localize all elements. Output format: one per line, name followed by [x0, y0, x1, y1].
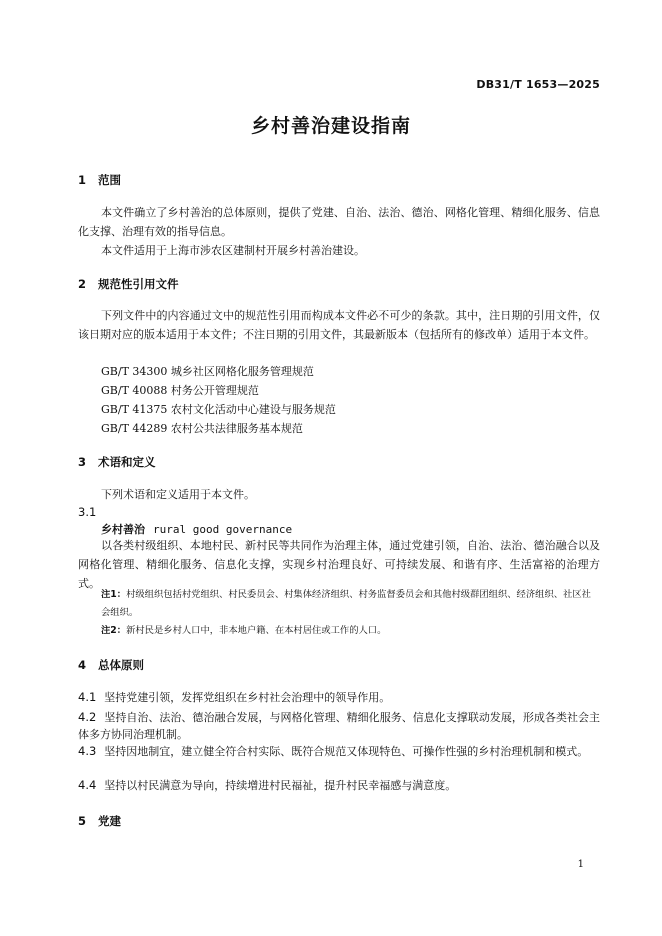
- principle-item: [78, 689, 600, 706]
- section-2-heading: [78, 276, 179, 292]
- note-1: [101, 586, 600, 622]
- note-label: 注1：: [101, 589, 127, 600]
- section-3-heading: [78, 454, 156, 470]
- section-title: 范围: [98, 173, 121, 187]
- principle-number: 4.4: [78, 778, 97, 792]
- references-intro-paragraph: 下列文件中的内容通过文中的规范性引用而构成本文件必不可少的条款。其中，注日期的引用文件，仅该日期对应的版本适用于本文件；不注日期的引用文件，其最新版本（包括所有的修改单）适用于本文件。: [78, 309, 600, 341]
- applicability-paragraph: 本文件适用于上海市涉农区建制村开展乡村善治建设。: [101, 244, 365, 257]
- clause-number: 3.1: [78, 505, 97, 519]
- term-entry: [101, 521, 292, 537]
- principle-item: [78, 709, 600, 743]
- scope-paragraph: 本文件确立了乡村善治的总体原则，提供了党建、自治、法治、德治、网格化管理、精细化服务、信息化支撑、治理有效的指导信息。: [78, 206, 600, 238]
- section-number: 2: [78, 277, 87, 291]
- page-number: 1: [577, 859, 584, 870]
- principle-item: [78, 743, 600, 760]
- principle-text: 坚持因地制宜，建立健全符合村实际、既符合规范又体现特色、可操作性强的乡村治理机制和模式。: [104, 745, 589, 758]
- section-title: 术语和定义: [98, 455, 156, 469]
- section-1-heading: [78, 172, 121, 188]
- reference-item: GB/T 41375 农村文化活动中心建设与服务规范: [101, 403, 336, 416]
- principle-text: 坚持以村民满意为导向，持续增进村民福祉，提升村民幸福感与满意度。: [104, 779, 457, 792]
- document-title: 乡村善治建设指南: [250, 115, 411, 137]
- reference-item: GB/T 40088 村务公开管理规范: [101, 384, 259, 397]
- standard-code: DB31/T 1653—2025: [476, 78, 600, 91]
- note-label: 注2：: [101, 625, 127, 636]
- principle-number: 4.1: [78, 690, 97, 704]
- reference-item: GB/T 44289 农村公共法律服务基本规范: [101, 422, 303, 435]
- principle-number: 4.3: [78, 744, 97, 758]
- principle-item: [78, 777, 600, 794]
- term-english: rural good governance: [153, 523, 293, 536]
- term-chinese: 乡村善治: [101, 523, 145, 536]
- section-number: 3: [78, 455, 87, 469]
- reference-item: GB/T 34300 城乡社区网格化服务管理规范: [101, 365, 314, 378]
- section-title: 规范性引用文件: [98, 277, 179, 291]
- section-number: 5: [78, 814, 87, 828]
- section-4-heading: [78, 657, 144, 673]
- section-title: 党建: [98, 814, 121, 828]
- note-text: 村级组织包括村党组织、村民委员会、村集体经济组织、村务监督委员会和其他村级群团组织、经济组织、社区社会组织。: [101, 589, 591, 618]
- principle-text: 坚持自治、法治、德治融合发展，与网格化管理、精细化服务、信息化支撑联动发展，形成各类社会主体多方协同治理机制。: [78, 711, 600, 741]
- section-number: 4: [78, 658, 87, 672]
- section-number: 1: [78, 173, 87, 187]
- principle-text: 坚持党建引领，发挥党组织在乡村社会治理中的领导作用。: [104, 691, 391, 704]
- section-5-heading: [78, 813, 121, 829]
- section-title: 总体原则: [98, 658, 144, 672]
- principle-number: 4.2: [78, 710, 97, 724]
- term-definition: 以各类村级组织、本地村民、新村民等共同作为治理主体，通过党建引领，自治、法治、德治融合以及网格化管理、精细化服务、信息化支撑，实现乡村治理良好、可持续发展、和谐有序、生活富裕的治理方式。: [78, 539, 600, 590]
- note-2: [101, 622, 600, 640]
- terms-intro: 下列术语和定义适用于本文件。: [101, 488, 255, 501]
- note-text: 新村民是乡村人口中，非本地户籍、在本村居住或工作的人口。: [126, 625, 387, 636]
